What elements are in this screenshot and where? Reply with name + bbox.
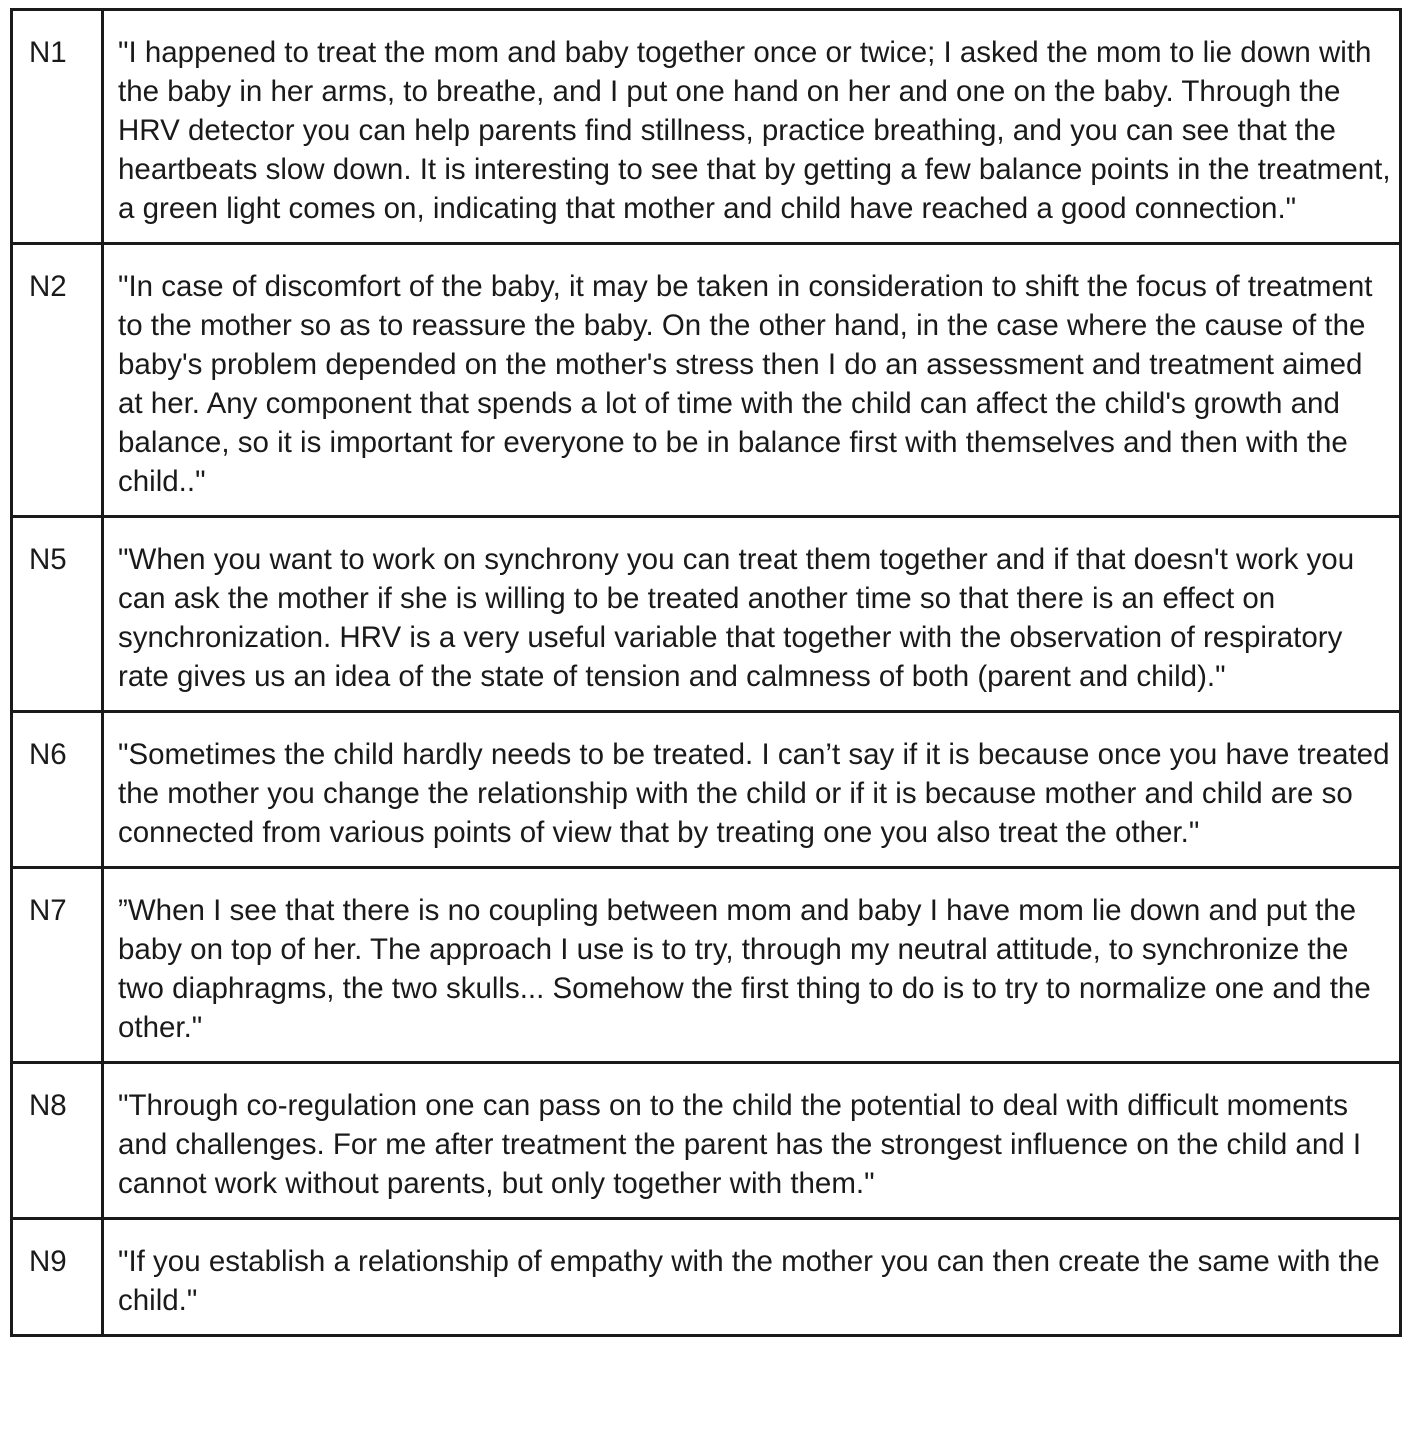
participant-quote: "Through co-regulation one can pass on to the child the potential to deal with difficult moments and challenges. For me after treatment the parent has the strongest influence on the child and I cannot work without parents, but only together with them." — [103, 1063, 1401, 1219]
participant-quote: "I happened to treat the mom and baby together once or twice; I asked the mom to lie down with the baby in her arms, to breathe, and I put one hand on her and one on the baby. Through the HRV detector you can help parents find stillness, practice breathing, and you can see that the heartbeats slow down. It is interesting to see that by getting a few balance points in the treatment, a green light comes on, indicating that mother and child have reached a good connection." — [103, 10, 1401, 244]
participant-id: N5 — [12, 517, 103, 712]
participant-id: N2 — [12, 244, 103, 517]
table-row — [12, 712, 1401, 868]
table-row — [12, 868, 1401, 1063]
participant-quote: "When you want to work on synchrony you can treat them together and if that doesn't work you can ask the mother if she is willing to be treated another time so that there is an effect on synchronization. HRV is a very useful variable that together with the observation of respiratory rate gives us an idea of the state of tension and calmness of both (parent and child)." — [103, 517, 1401, 712]
participant-quote: ”When I see that there is no coupling between mom and baby I have mom lie down and put the baby on top of her. The approach I use is to try, through my neutral attitude, to synchronize the two diaphragms, the two skulls... Somehow the first thing to do is to try to normalize one and the other." — [103, 868, 1401, 1063]
participant-quote: "In case of discomfort of the baby, it may be taken in consideration to shift the focus of treatment to the mother so as to reassure the baby. On the other hand, in the case where the cause of the baby's problem depended on the mother's stress then I do an assessment and treatment aimed at her. Any component that spends a lot of time with the child can affect the child's growth and balance, so it is important for everyone to be in balance first with themselves and then with the child.." — [103, 244, 1401, 517]
participant-quote: "Sometimes the child hardly needs to be treated. I can’t say if it is because once you have treated the mother you change the relationship with the child or if it is because mother and child are so connected from various points of view that by treating one you also treat the other." — [103, 712, 1401, 868]
participant-id: N1 — [12, 10, 103, 244]
table-row — [12, 10, 1401, 244]
participant-quote: "If you establish a relationship of empathy with the mother you can then create the same with the child." — [103, 1219, 1401, 1336]
table-row — [12, 244, 1401, 517]
table-row — [12, 1063, 1401, 1219]
quotes-table — [10, 8, 1402, 1337]
table-row — [12, 517, 1401, 712]
participant-id: N8 — [12, 1063, 103, 1219]
table-row — [12, 1219, 1401, 1336]
participant-id: N9 — [12, 1219, 103, 1336]
participant-id: N6 — [12, 712, 103, 868]
participant-id: N7 — [12, 868, 103, 1063]
